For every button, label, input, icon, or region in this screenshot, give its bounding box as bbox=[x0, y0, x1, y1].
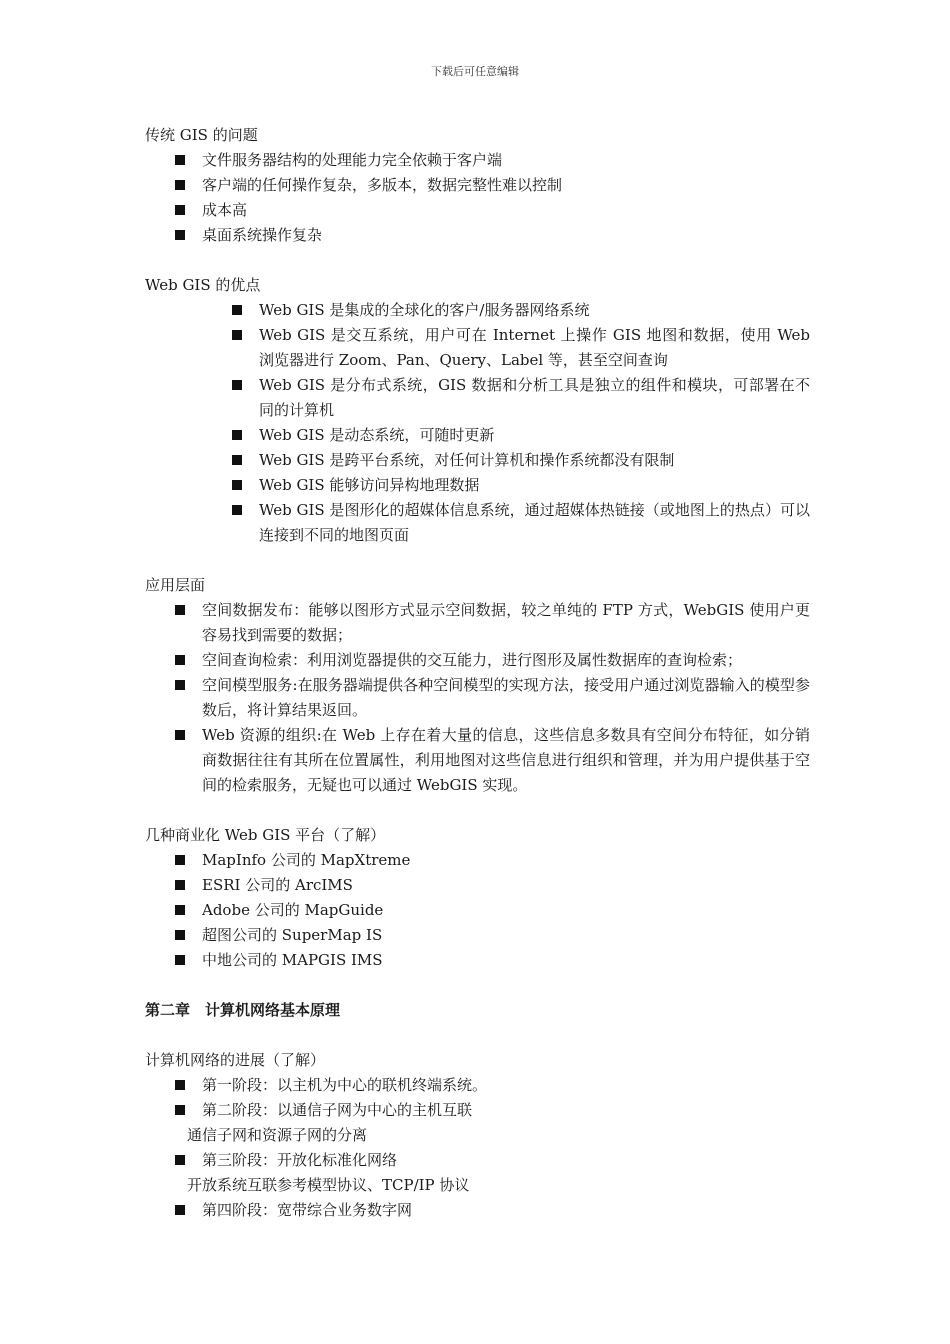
square-bullet-icon bbox=[175, 155, 185, 165]
list-item: 空间数据发布：能够以图形方式显示空间数据，较之单纯的 FTP 方式，WebGIS 使用户更容易找到需要的数据； bbox=[145, 598, 810, 648]
section-title-applications: 应用层面 bbox=[145, 576, 206, 594]
square-bullet-icon bbox=[232, 430, 242, 440]
list-item: 中地公司的 MAPGIS IMS bbox=[145, 948, 810, 973]
list-item: 空间查询检索：利用浏览器提供的交互能力，进行图形及属性数据库的查询检索； bbox=[145, 648, 810, 673]
traditional-gis-list bbox=[145, 148, 810, 248]
square-bullet-icon bbox=[175, 655, 185, 665]
list-item: Web GIS 是动态系统，可随时更新 bbox=[145, 423, 810, 448]
list-item: Web GIS 是分布式系统，GIS 数据和分析工具是独立的组件和模块，可部署在不同的计算机 bbox=[145, 373, 810, 423]
document-body bbox=[145, 123, 810, 1223]
spacer bbox=[145, 248, 810, 273]
spacer bbox=[145, 1023, 810, 1048]
list-item: Web 资源的组织:在 Web 上存在着大量的信息，这些信息多数具有空间分布特征，如分销商数据往往有其所在位置属性，利用地图对这些信息进行组织和管理，并为用户提供基于空间的检索服务，无疑也可以通过 WebGIS 实现。 bbox=[145, 723, 810, 798]
list-item: MapInfo 公司的 MapXtreme bbox=[145, 848, 810, 873]
square-bullet-icon bbox=[175, 955, 185, 965]
square-bullet-icon bbox=[175, 680, 185, 690]
square-bullet-icon bbox=[232, 455, 242, 465]
square-bullet-icon bbox=[232, 480, 242, 490]
square-bullet-icon bbox=[175, 180, 185, 190]
square-bullet-icon bbox=[175, 1205, 185, 1215]
section-title-webgis-advantages: Web GIS 的优点 bbox=[145, 276, 261, 294]
stage2-subtext: 通信子网和资源子网的分离 bbox=[187, 1126, 368, 1144]
network-stage-list-1 bbox=[145, 1073, 810, 1123]
section-title-traditional-gis: 传统 GIS 的问题 bbox=[145, 126, 258, 144]
spacer bbox=[145, 798, 810, 823]
square-bullet-icon bbox=[232, 380, 242, 390]
list-item: Web GIS 是集成的全球化的客户/服务器网络系统 bbox=[145, 298, 810, 323]
list-item: Web GIS 是交互系统，用户可在 Internet 上操作 GIS 地图和数据，使用 Web 浏览器进行 Zoom、Pan、Query、Label 等，甚至空间查询 bbox=[145, 323, 810, 373]
list-item: ESRI 公司的 ArcIMS bbox=[145, 873, 810, 898]
square-bullet-icon bbox=[175, 230, 185, 240]
list-item: Adobe 公司的 MapGuide bbox=[145, 898, 810, 923]
square-bullet-icon bbox=[175, 930, 185, 940]
commercial-platforms-list bbox=[145, 848, 810, 973]
square-bullet-icon bbox=[175, 605, 185, 615]
list-item: 第三阶段：开放化标准化网络 bbox=[145, 1148, 810, 1173]
stage3-subtext: 开放系统互联参考模型协议、TCP/IP 协议 bbox=[187, 1176, 470, 1194]
list-item: Web GIS 能够访问异构地理数据 bbox=[145, 473, 810, 498]
list-item: 空间模型服务:在服务器端提供各种空间模型的实现方法，接受用户通过浏览器输入的模型参数后，将计算结果返回。 bbox=[145, 673, 810, 723]
square-bullet-icon bbox=[232, 505, 242, 515]
square-bullet-icon bbox=[232, 305, 242, 315]
square-bullet-icon bbox=[175, 1155, 185, 1165]
list-item: 超图公司的 SuperMap IS bbox=[145, 923, 810, 948]
applications-list bbox=[145, 598, 810, 798]
section-title-network-development: 计算机网络的进展（了解） bbox=[145, 1051, 326, 1069]
list-item: 文件服务器结构的处理能力完全依赖于客户端 bbox=[145, 148, 810, 173]
chapter-heading: 第二章 计算机网络基本原理 bbox=[145, 1001, 341, 1019]
network-stage-list-2 bbox=[145, 1148, 810, 1173]
list-item: 第二阶段：以通信子网为中心的主机互联 bbox=[145, 1098, 810, 1123]
spacer bbox=[145, 548, 810, 573]
list-item: 第一阶段：以主机为中心的联机终端系统。 bbox=[145, 1073, 810, 1098]
webgis-advantages-list bbox=[145, 298, 810, 548]
square-bullet-icon bbox=[175, 880, 185, 890]
square-bullet-icon bbox=[175, 730, 185, 740]
network-stage-list-3 bbox=[145, 1198, 810, 1223]
page-header: 下载后可任意编辑 bbox=[431, 65, 519, 78]
list-item: Web GIS 是图形化的超媒体信息系统，通过超媒体热链接（或地图上的热点）可以连接到不同的地图页面 bbox=[145, 498, 810, 548]
square-bullet-icon bbox=[175, 1080, 185, 1090]
list-item: 成本高 bbox=[145, 198, 810, 223]
list-item: Web GIS 是跨平台系统，对任何计算机和操作系统都没有限制 bbox=[145, 448, 810, 473]
list-item: 第四阶段：宽带综合业务数字网 bbox=[145, 1198, 810, 1223]
square-bullet-icon bbox=[175, 855, 185, 865]
spacer bbox=[145, 973, 810, 998]
square-bullet-icon bbox=[175, 1105, 185, 1115]
square-bullet-icon bbox=[175, 905, 185, 915]
list-item: 桌面系统操作复杂 bbox=[145, 223, 810, 248]
section-title-commercial-platforms: 几种商业化 Web GIS 平台（了解） bbox=[145, 826, 386, 844]
list-item: 客户端的任何操作复杂，多版本，数据完整性难以控制 bbox=[145, 173, 810, 198]
square-bullet-icon bbox=[232, 330, 242, 340]
square-bullet-icon bbox=[175, 205, 185, 215]
